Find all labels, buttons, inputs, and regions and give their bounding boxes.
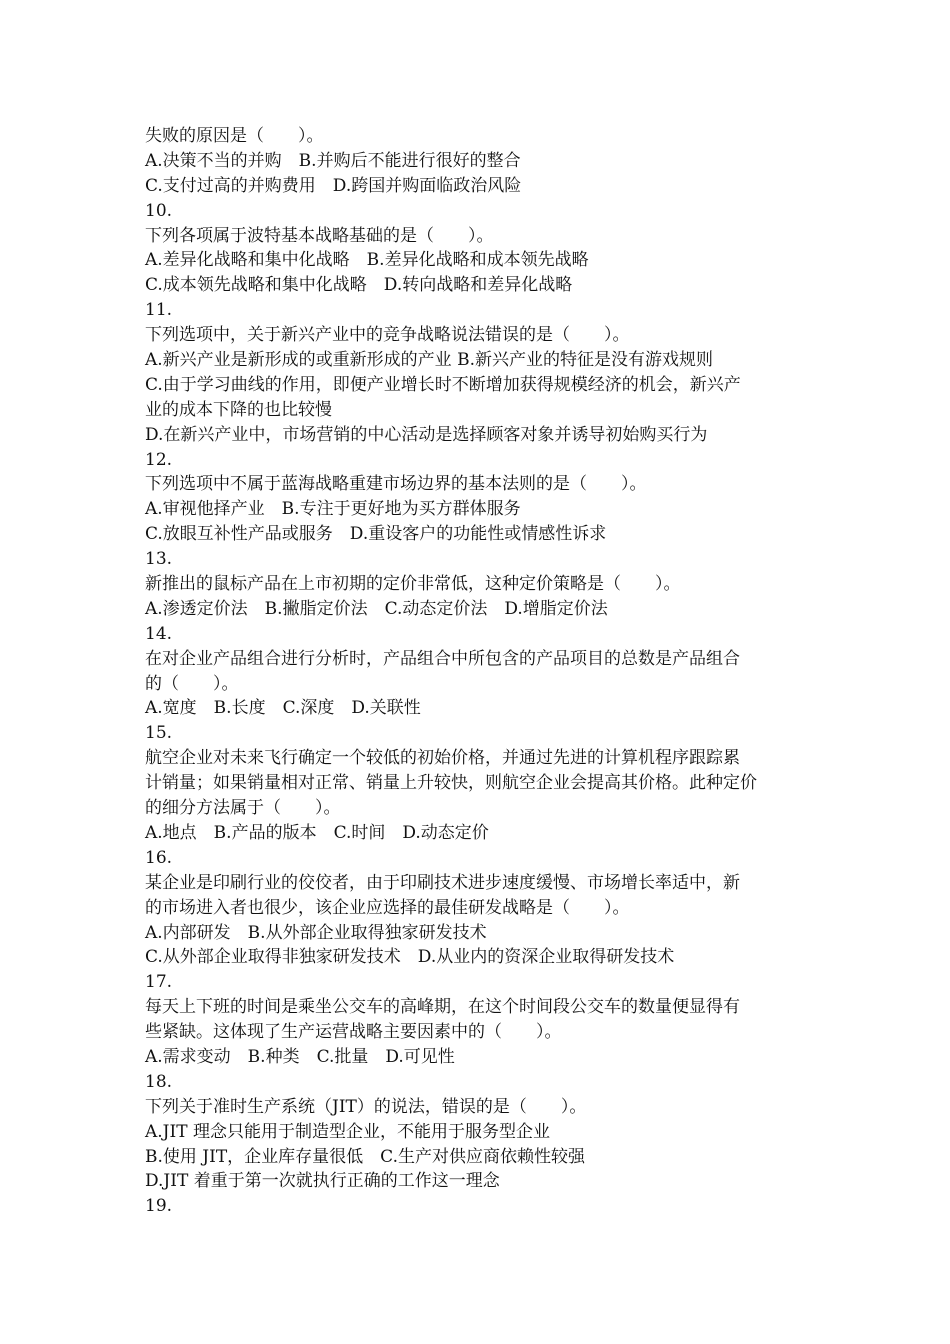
question-number: 19.	[145, 1196, 173, 1217]
option-line: 业的成本下降的也比较慢	[145, 399, 332, 420]
option-line: A.地点 B.产品的版本 C.时间 D.动态定价	[145, 822, 489, 843]
question-number: 14.	[145, 623, 173, 644]
question-text: 某企业是印刷行业的佼佼者，由于印刷技术进步速度缓慢、市场增长率适中，新	[145, 872, 740, 893]
option-line: D.JIT 着重于第一次就执行正确的工作这一理念	[145, 1171, 500, 1192]
option-line: C.支付过高的并购费用 D.跨国并购面临政治风险	[145, 175, 522, 196]
question-text: 些紧缺。这体现了生产运营战略主要因素中的（ ）。	[145, 1022, 562, 1043]
option-line: C.成本领先战略和集中化战略 D.转向战略和差异化战略	[145, 275, 573, 296]
question-text: 下列各项属于波特基本战略基础的是（ ）。	[145, 225, 494, 246]
question-text: 计销量；如果销量相对正常、销量上升较快，则航空企业会提高其价格。此种定价	[145, 773, 757, 794]
question-number: 15.	[145, 723, 173, 744]
question-text: 新推出的鼠标产品在上市初期的定价非常低，这种定价策略是（ ）。	[145, 574, 681, 595]
question-text: 在对企业产品组合进行分析时，产品组合中所包含的产品项目的总数是产品组合	[145, 648, 740, 669]
question-number: 17.	[145, 972, 173, 993]
option-line: D.在新兴产业中，市场营销的中心活动是选择顾客对象并诱导初始购买行为	[145, 424, 708, 445]
option-line: A.JIT 理念只能用于制造型企业，不能用于服务型企业	[145, 1121, 550, 1142]
question-text: 航空企业对未来飞行确定一个较低的初始价格，并通过先进的计算机程序跟踪累	[145, 748, 740, 769]
option-line: A.审视他择产业 B.专注于更好地为买方群体服务	[145, 499, 521, 520]
option-line: A.渗透定价法 B.撇脂定价法 C.动态定价法 D.增脂定价法	[145, 598, 608, 619]
option-line: C.由于学习曲线的作用，即便产业增长时不断增加获得规模经济的机会，新兴产	[145, 374, 741, 395]
question-text: 的市场进入者也很少，该企业应选择的最佳研发战略是（ ）。	[145, 897, 630, 918]
question-number: 12.	[145, 449, 173, 470]
option-line: C.放眼互补性产品或服务 D.重设客户的功能性或情感性诉求	[145, 524, 607, 545]
option-line: A.决策不当的并购 B.并购后不能进行很好的整合	[145, 150, 521, 171]
option-line: C.从外部企业取得非独家研发技术 D.从业内的资深企业取得研发技术	[145, 947, 675, 968]
option-line: B.使用 JIT，企业库存量很低 C.生产对供应商依赖性较强	[145, 1146, 585, 1167]
option-line: A.新兴产业是新形成的或重新形成的产业 B.新兴产业的特征是没有游戏规则	[145, 350, 713, 371]
text-line: 失败的原因是（ ）。	[145, 126, 324, 146]
question-number: 18.	[145, 1071, 173, 1092]
document-page	[145, 124, 815, 1219]
option-line: A.差异化战略和集中化战略 B.差异化战略和成本领先战略	[145, 250, 589, 271]
option-line: A.内部研发 B.从外部企业取得独家研发技术	[145, 922, 487, 943]
question-text: 每天上下班的时间是乘坐公交车的高峰期，在这个时间段公交车的数量便显得有	[145, 997, 740, 1018]
option-line: A.宽度 B.长度 C.深度 D.关联性	[145, 698, 421, 719]
question-number: 13.	[145, 549, 173, 570]
option-line: A.需求变动 B.种类 C.批量 D.可见性	[145, 1046, 455, 1067]
question-number: 16.	[145, 847, 173, 868]
question-text: 下列选项中不属于蓝海战略重建市场边界的基本法则的是（ ）。	[145, 474, 647, 495]
question-number: 10.	[145, 200, 173, 221]
question-number: 11.	[145, 300, 173, 321]
question-text: 的细分方法属于（ ）。	[145, 798, 341, 819]
question-text: 下列选项中，关于新兴产业中的竞争战略说法错误的是（ ）。	[145, 325, 630, 346]
question-text: 下列关于准时生产系统（JIT）的说法，错误的是（ ）。	[145, 1096, 587, 1117]
question-text: 的（ ）。	[145, 673, 239, 694]
